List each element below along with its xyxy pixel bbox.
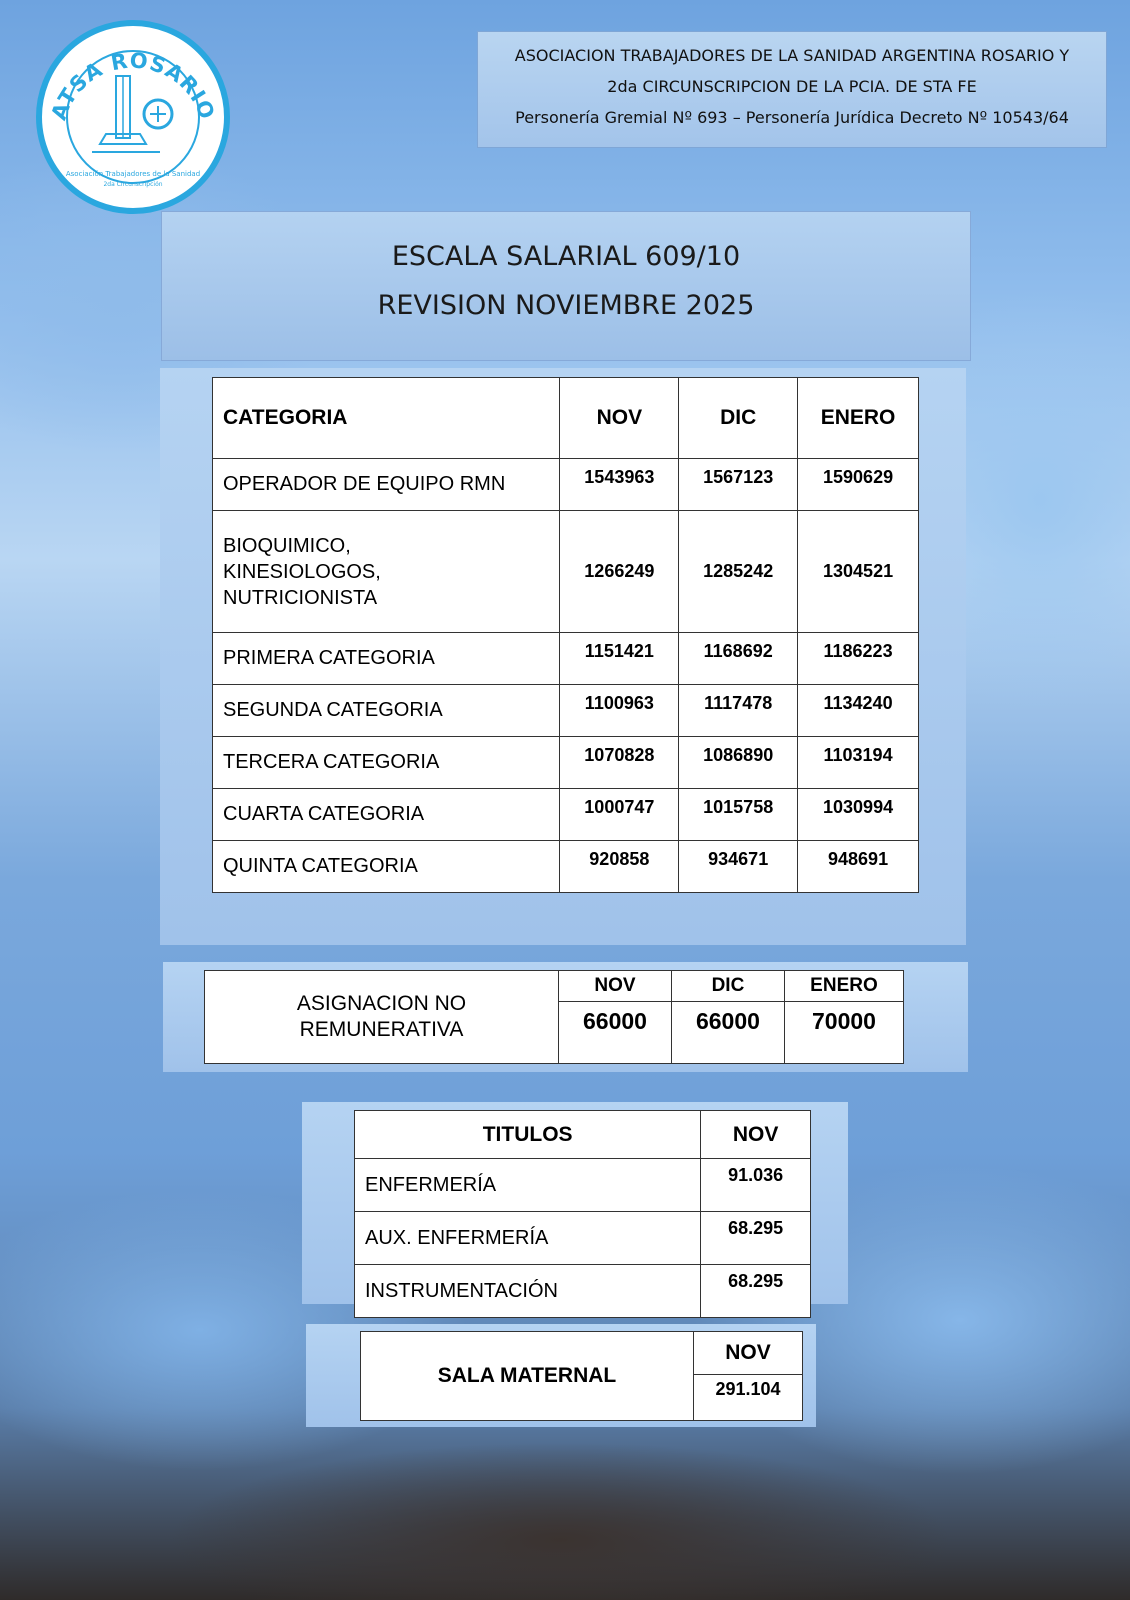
row-nov: 1543963 — [560, 459, 679, 511]
table-row — [213, 511, 919, 633]
row-nov: 1070828 — [560, 737, 679, 789]
sala-maternal-value: 291.104 — [694, 1375, 803, 1421]
row-dic: 1015758 — [679, 789, 798, 841]
header-line-2: 2da CIRCUNSCRIPCION DE LA PCIA. DE STA FE — [607, 77, 977, 96]
row-category: PRIMERA CATEGORIA — [213, 633, 560, 685]
titulo-value: 91.036 — [701, 1159, 811, 1212]
asignacion-label-line-2: REMUNERATIVA — [299, 1018, 464, 1041]
header-nov: NOV — [560, 378, 679, 459]
svg-text:ATSA ROSARIO — [47, 48, 220, 123]
header-line-1: ASOCIACION TRABAJADORES DE LA SANIDAD ARGENTINA ROSARIO Y — [514, 46, 1070, 65]
logo-emblem-icon — [42, 26, 224, 208]
table-row — [213, 459, 919, 511]
row-enero: 1590629 — [798, 459, 919, 511]
asignacion-label — [205, 971, 559, 1064]
row-enero: 1186223 — [798, 633, 919, 685]
titulos-table — [354, 1110, 811, 1318]
row-dic: 934671 — [679, 841, 798, 893]
row-nov: 1000747 — [560, 789, 679, 841]
table-row — [213, 633, 919, 685]
table-row — [213, 789, 919, 841]
row-category-line-2: KINESIOLOGOS, — [223, 560, 381, 583]
row-nov: 1266249 — [560, 511, 679, 633]
row-enero: 948691 — [798, 841, 919, 893]
table-header-row — [213, 378, 919, 459]
title-line-1: ESCALA SALARIAL 609/10 — [391, 241, 741, 272]
row-enero: 1134240 — [798, 685, 919, 737]
asignacion-value-nov: 66000 — [559, 1002, 672, 1064]
row-nov: 1151421 — [560, 633, 679, 685]
row-dic: 1117478 — [679, 685, 798, 737]
header-line-3: Personería Gremial Nº 693 – Personería Jurídica Decreto Nº 10543/64 — [515, 108, 1069, 127]
table-row — [355, 1265, 811, 1318]
table-row — [213, 841, 919, 893]
titulo-name: INSTRUMENTACIÓN — [355, 1265, 701, 1318]
page-title — [161, 211, 971, 361]
asignacion-value-enero: 70000 — [784, 1002, 903, 1064]
sala-maternal-header-nov: NOV — [694, 1332, 803, 1375]
row-category: SEGUNDA CATEGORIA — [213, 685, 560, 737]
asignacion-header-dic: DIC — [671, 971, 784, 1002]
logo-text: ATSA ROSARIO — [46, 48, 220, 124]
sala-maternal-label: SALA MATERNAL — [361, 1332, 694, 1421]
titulo-value: 68.295 — [701, 1265, 811, 1318]
asignacion-label-line-1: ASIGNACION NO — [296, 992, 467, 1015]
asignacion-header-nov: NOV — [559, 971, 672, 1002]
atsa-rosario-logo — [36, 20, 230, 214]
titulo-name: AUX. ENFERMERÍA — [355, 1212, 701, 1265]
row-nov: 920858 — [560, 841, 679, 893]
row-dic: 1086890 — [679, 737, 798, 789]
titulo-name: ENFERMERÍA — [355, 1159, 701, 1212]
titulos-header: TITULOS — [355, 1111, 701, 1159]
row-enero: 1103194 — [798, 737, 919, 789]
row-category: OPERADOR DE EQUIPO RMN — [213, 459, 560, 511]
logo-circ: 2da Circunscripción — [103, 181, 163, 188]
titulos-panel — [302, 1102, 848, 1304]
sala-maternal-panel — [306, 1324, 816, 1427]
row-dic: 1168692 — [679, 633, 798, 685]
table-row — [213, 737, 919, 789]
logo-subtext: Asociación Trabajadores de la Sanidad — [65, 170, 201, 178]
row-category: TERCERA CATEGORIA — [213, 737, 560, 789]
row-enero: 1030994 — [798, 789, 919, 841]
asignacion-table — [204, 970, 904, 1064]
row-nov: 1100963 — [560, 685, 679, 737]
salary-table-panel — [160, 368, 966, 945]
row-dic: 1567123 — [679, 459, 798, 511]
salary-table — [212, 377, 919, 893]
row-category-line-1: BIOQUIMICO, — [223, 534, 351, 557]
row-category-line-3: NUTRICIONISTA — [223, 586, 378, 609]
row-dic: 1285242 — [679, 511, 798, 633]
title-line-2: REVISION NOVIEMBRE 2025 — [377, 290, 755, 321]
row-category: CUARTA CATEGORIA — [213, 789, 560, 841]
asignacion-value-dic: 66000 — [671, 1002, 784, 1064]
table-row — [213, 685, 919, 737]
table-row — [355, 1159, 811, 1212]
asignacion-header-enero: ENERO — [784, 971, 903, 1002]
table-row — [355, 1212, 811, 1265]
titulo-value: 68.295 — [701, 1212, 811, 1265]
header-enero: ENERO — [798, 378, 919, 459]
row-category — [213, 511, 560, 633]
titulos-header-nov: NOV — [701, 1111, 811, 1159]
sala-maternal-table — [360, 1331, 803, 1421]
asignacion-panel — [163, 962, 968, 1072]
header-dic: DIC — [679, 378, 798, 459]
header-categoria: CATEGORIA — [213, 378, 560, 459]
organization-header — [477, 31, 1107, 148]
row-category: QUINTA CATEGORIA — [213, 841, 560, 893]
row-enero: 1304521 — [798, 511, 919, 633]
